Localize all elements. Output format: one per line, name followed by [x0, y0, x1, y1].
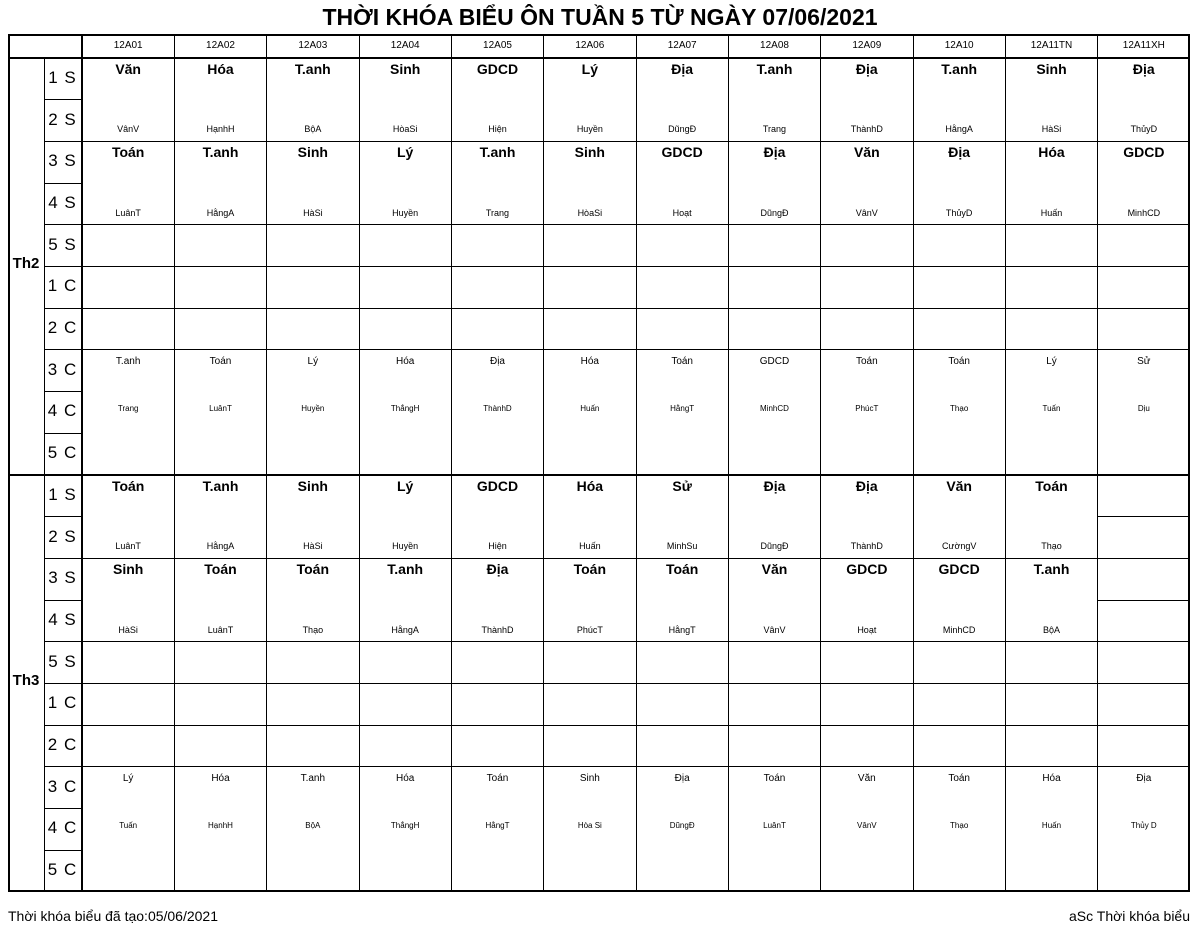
- lesson-subject: GDCD: [661, 144, 703, 161]
- lesson-subject: Sinh: [579, 772, 600, 784]
- lesson-subject: Địa: [671, 61, 694, 77]
- lesson-subject: Toán: [948, 355, 970, 367]
- period-row-line: [44, 766, 82, 767]
- lesson-teacher: BộA: [1042, 624, 1060, 635]
- lesson-subject: GDCD: [759, 355, 790, 367]
- period-row-line: [44, 183, 82, 184]
- lesson-teacher: Huyền: [392, 541, 419, 552]
- lesson-teacher: VânV: [763, 624, 786, 635]
- lesson-subject: Sinh: [1036, 61, 1067, 77]
- period-row-line: [44, 349, 82, 350]
- class-column-divider: [81, 34, 83, 890]
- lesson-teacher: [1098, 541, 1190, 553]
- lesson-subject: Hóa: [1038, 144, 1065, 161]
- lesson-teacher: DũngĐ: [760, 207, 789, 218]
- lesson-teacher: MinhCD: [760, 403, 789, 413]
- class-column-divider: [913, 34, 914, 890]
- lesson-teacher: MinhCD: [1127, 207, 1161, 218]
- lesson-teacher: ThànhD: [483, 403, 512, 413]
- class-header: 12A07: [667, 40, 697, 51]
- lesson-teacher: HằngT: [668, 624, 696, 635]
- lesson-subject: Lý: [396, 144, 414, 161]
- lesson-subject: Văn: [761, 561, 788, 578]
- lesson-subject: T.anh: [115, 355, 141, 367]
- lesson-teacher: ThủyD: [945, 207, 973, 218]
- class-header: 12A11TN: [1030, 40, 1073, 51]
- lesson-teacher: VânV: [117, 124, 140, 135]
- lesson-subject: Hóa: [395, 355, 415, 367]
- class-column-divider: [451, 34, 452, 890]
- period-label: 1 C: [47, 693, 78, 713]
- lesson-subject: Toán: [948, 772, 970, 784]
- class-header: 12A04: [390, 40, 420, 51]
- lesson-subject: Lý: [581, 61, 598, 77]
- lesson-subject: T.anh: [756, 61, 793, 77]
- lesson-teacher: Huấn: [1041, 820, 1062, 830]
- lesson-row-line: [82, 308, 1190, 309]
- lesson-subject: Toán: [573, 561, 607, 578]
- lesson-teacher: Trang: [117, 403, 139, 413]
- lesson-row-line: [82, 349, 1190, 350]
- lesson-row-line: [82, 766, 1190, 767]
- lesson-subject: Địa: [486, 561, 509, 578]
- period-row-line: [44, 433, 82, 434]
- class-column-divider: [1097, 34, 1098, 890]
- lesson-subject: Lý: [396, 478, 414, 494]
- lesson-teacher: Huyền: [576, 124, 603, 135]
- empty-cell-line: [1098, 516, 1190, 517]
- lesson-subject: Địa: [1132, 61, 1155, 77]
- lesson-teacher: Tuấn: [119, 820, 138, 830]
- class-header: 12A01: [113, 40, 143, 51]
- lesson-subject: Toán: [204, 561, 237, 578]
- lesson-subject: Văn: [857, 772, 876, 784]
- lesson-teacher: Huấn: [580, 403, 600, 413]
- lesson-subject: Địa: [674, 772, 690, 784]
- page-title: THỜI KHÓA BIỂU ÔN TUẦN 5 TỪ NGÀY 07/06/2021: [322, 4, 878, 30]
- day-label: Th3: [12, 671, 40, 689]
- lesson-teacher: HàSi: [1041, 124, 1062, 135]
- lesson-row-line: [82, 141, 1190, 142]
- lesson-subject: Sinh: [297, 478, 328, 494]
- class-header: 12A08: [760, 40, 789, 51]
- lesson-subject: Toán: [111, 478, 145, 494]
- lesson-subject: T.anh: [294, 61, 331, 77]
- lesson-teacher: HằngT: [485, 820, 510, 830]
- lesson-subject: Lý: [122, 772, 134, 784]
- lesson-subject: Hóa: [580, 355, 599, 367]
- lesson-subject: Toán: [111, 144, 145, 161]
- lesson-teacher: Thạo: [1041, 541, 1062, 552]
- period-row-line: [44, 141, 82, 142]
- lesson-subject: GDCD: [938, 561, 980, 578]
- lesson-subject: [1098, 561, 1190, 579]
- class-header: 12A11XH: [1122, 40, 1165, 51]
- class-column-divider: [636, 34, 637, 890]
- lesson-subject: GDCD: [476, 61, 519, 77]
- period-label: 3 S: [48, 151, 77, 171]
- lesson-teacher: Hiện: [488, 541, 507, 552]
- lesson-row-line: [82, 224, 1190, 225]
- lesson-teacher: DũngĐ: [669, 820, 695, 830]
- lesson-subject: Sử: [672, 478, 692, 494]
- class-column-divider: [174, 34, 175, 890]
- lesson-teacher: Tuấn: [1042, 403, 1061, 413]
- lesson-teacher: MinhCD: [942, 624, 976, 635]
- period-row-line: [44, 99, 82, 100]
- lesson-teacher: ThànhD: [850, 124, 883, 135]
- class-column-divider: [543, 34, 544, 890]
- lesson-teacher: VânV: [855, 207, 878, 218]
- period-label: 1 S: [48, 67, 77, 87]
- lesson-subject: Hóa: [207, 61, 234, 77]
- lesson-teacher: Thạo: [950, 403, 969, 413]
- lesson-subject: T.anh: [202, 144, 239, 161]
- period-label: 5 S: [48, 651, 77, 671]
- lesson-subject: Lý: [1046, 355, 1057, 367]
- lesson-teacher: LuânT: [207, 624, 234, 635]
- lesson-teacher: VânV: [857, 820, 877, 830]
- lesson-teacher: Thủy D: [1130, 820, 1157, 830]
- lesson-teacher: Hòa Si: [577, 820, 602, 830]
- lesson-subject: T.anh: [1033, 561, 1070, 578]
- period-row-line: [44, 683, 82, 684]
- lesson-subject: Văn: [946, 478, 972, 494]
- period-label: 5 S: [48, 234, 77, 254]
- lesson-teacher: HạnhH: [206, 124, 235, 135]
- lesson-subject: Toán: [1035, 478, 1068, 494]
- created-date-note: Thời khóa biểu đã tạo:05/06/2021: [8, 908, 219, 924]
- lesson-teacher: PhúcT: [855, 403, 879, 413]
- lesson-teacher: HằngT: [670, 403, 695, 413]
- class-column-divider: [266, 34, 267, 890]
- lesson-subject: [1098, 478, 1190, 496]
- period-label: 1 S: [48, 484, 77, 504]
- period-label: 2 C: [47, 735, 78, 755]
- header-divider: [8, 57, 1190, 59]
- period-label: 4 S: [48, 609, 77, 629]
- class-column-divider: [1005, 34, 1006, 890]
- lesson-teacher: CườngV: [941, 541, 977, 552]
- period-row-line: [44, 725, 82, 726]
- lesson-row-line: [82, 683, 1190, 684]
- lesson-teacher: [1098, 625, 1190, 637]
- lesson-subject: Địa: [855, 478, 878, 494]
- period-label: 2 S: [48, 526, 77, 546]
- lesson-teacher: Thạo: [302, 624, 324, 635]
- lesson-subject: Văn: [853, 144, 880, 161]
- lesson-subject: Văn: [115, 61, 141, 77]
- lesson-subject: Sinh: [297, 144, 328, 161]
- lesson-teacher: LuânT: [763, 820, 786, 830]
- lesson-teacher: Hoạt: [672, 207, 692, 218]
- lesson-subject: Sinh: [574, 144, 605, 161]
- lesson-teacher: Hiện: [488, 124, 507, 135]
- lesson-teacher: Huyền: [392, 207, 419, 218]
- period-label: 2 C: [47, 318, 78, 338]
- lesson-subject: Toán: [855, 355, 878, 367]
- lesson-subject: T.anh: [479, 144, 516, 161]
- lesson-subject: T.anh: [300, 772, 326, 784]
- lesson-subject: T.anh: [941, 61, 978, 77]
- lesson-subject: Sử: [1137, 355, 1151, 367]
- period-row-line: [44, 308, 82, 309]
- lesson-subject: Hóa: [211, 772, 230, 784]
- lesson-row-line: [82, 641, 1190, 642]
- lesson-teacher: Dịu: [1137, 403, 1150, 413]
- lesson-subject: Hóa: [395, 772, 415, 784]
- class-header: 12A05: [483, 40, 512, 51]
- lesson-subject: Toán: [763, 772, 786, 784]
- lesson-subject: T.anh: [387, 561, 424, 578]
- lesson-teacher: HàSi: [303, 541, 323, 552]
- lesson-subject: Địa: [855, 61, 878, 77]
- period-row-line: [44, 224, 82, 225]
- lesson-teacher: BộA: [305, 820, 321, 830]
- lesson-teacher: HàSi: [303, 207, 323, 218]
- lesson-teacher: Thạo: [950, 820, 969, 830]
- class-column-divider: [728, 34, 729, 890]
- lesson-teacher: Huyền: [301, 403, 325, 413]
- lesson-teacher: ThắngH: [390, 820, 420, 830]
- lesson-teacher: HằngA: [391, 624, 419, 635]
- lesson-teacher: Huấn: [579, 541, 601, 552]
- period-row-line: [44, 266, 82, 267]
- class-header: 12A10: [944, 40, 974, 51]
- lesson-teacher: HòaSi: [392, 124, 418, 135]
- lesson-teacher: HằngA: [206, 207, 235, 218]
- lesson-teacher: LuânT: [209, 403, 232, 413]
- empty-cell-line: [1098, 600, 1190, 601]
- lesson-subject: Địa: [948, 144, 971, 161]
- lesson-subject: GDCD: [1123, 144, 1165, 161]
- lesson-teacher: LuânT: [115, 541, 141, 552]
- lesson-teacher: ThủyD: [1130, 124, 1158, 135]
- lesson-teacher: HằngA: [945, 124, 973, 135]
- period-row-line: [44, 600, 82, 601]
- lesson-teacher: HạnhH: [208, 820, 233, 830]
- lesson-teacher: DũngĐ: [760, 541, 789, 552]
- class-column-divider: [820, 34, 821, 890]
- period-row-line: [44, 641, 82, 642]
- period-label: 4 S: [48, 192, 77, 212]
- period-row-line: [44, 850, 82, 851]
- lesson-subject: Toán: [296, 561, 330, 578]
- lesson-teacher: ThắngH: [390, 403, 420, 413]
- lesson-subject: Toán: [671, 355, 693, 367]
- lesson-row-line: [82, 558, 1190, 559]
- class-column-divider: [359, 34, 360, 890]
- period-label: 2 S: [48, 109, 77, 129]
- lesson-teacher: Hoạt: [857, 624, 877, 635]
- lesson-subject: Địa: [763, 478, 786, 494]
- class-header: 12A03: [298, 40, 328, 51]
- lesson-teacher: Trang: [485, 207, 510, 218]
- lesson-teacher: LuânT: [115, 207, 141, 218]
- period-row-line: [44, 391, 82, 392]
- lesson-teacher: ThànhD: [850, 541, 883, 552]
- lesson-subject: GDCD: [846, 561, 888, 578]
- lesson-subject: Toán: [209, 355, 232, 367]
- app-credit: aSc Thời khóa biểu: [1069, 908, 1190, 924]
- lesson-subject: Toán: [665, 561, 699, 578]
- lesson-subject: Toán: [486, 772, 509, 784]
- lesson-subject: Lý: [307, 355, 319, 367]
- lesson-subject: Hóa: [576, 478, 604, 494]
- period-label: 3 C: [47, 359, 78, 379]
- class-header: 12A06: [575, 40, 605, 51]
- lesson-teacher: Trang: [762, 124, 787, 135]
- class-header: 12A02: [206, 40, 235, 51]
- lesson-subject: T.anh: [202, 478, 239, 494]
- lesson-subject: Địa: [1136, 772, 1152, 784]
- lesson-subject: Địa: [489, 355, 505, 367]
- period-label: 3 C: [47, 776, 78, 796]
- period-label: 4 C: [47, 401, 78, 421]
- lesson-teacher: HàSi: [118, 624, 138, 635]
- lesson-teacher: HằngA: [206, 541, 235, 552]
- lesson-subject: Hóa: [1042, 772, 1061, 784]
- lesson-row-line: [82, 266, 1190, 267]
- timetable-grid: [8, 34, 1190, 892]
- period-label: 1 C: [47, 276, 78, 296]
- period-label: 3 S: [48, 568, 77, 588]
- lesson-teacher: ThànhD: [481, 624, 514, 635]
- lesson-teacher: MinhSu: [666, 541, 698, 552]
- lesson-teacher: HòaSi: [577, 207, 603, 218]
- lesson-row-line: [82, 725, 1190, 726]
- day-divider: [8, 474, 1190, 476]
- lesson-subject: Sinh: [389, 61, 421, 77]
- period-label: 5 C: [47, 860, 78, 880]
- lesson-subject: Địa: [763, 144, 786, 161]
- lesson-subject: Sinh: [112, 561, 144, 578]
- class-header: 12A09: [852, 40, 882, 51]
- lesson-teacher: DũngĐ: [668, 124, 697, 135]
- period-row-line: [44, 516, 82, 517]
- lesson-teacher: PhúcT: [576, 624, 603, 635]
- period-row-line: [44, 558, 82, 559]
- lesson-teacher: BộA: [304, 124, 322, 135]
- period-row-line: [44, 808, 82, 809]
- lesson-subject: GDCD: [476, 478, 519, 494]
- period-label: 5 C: [47, 443, 78, 463]
- lesson-teacher: Huấn: [1040, 207, 1063, 218]
- period-label: 4 C: [47, 818, 78, 838]
- day-label: Th2: [12, 254, 40, 272]
